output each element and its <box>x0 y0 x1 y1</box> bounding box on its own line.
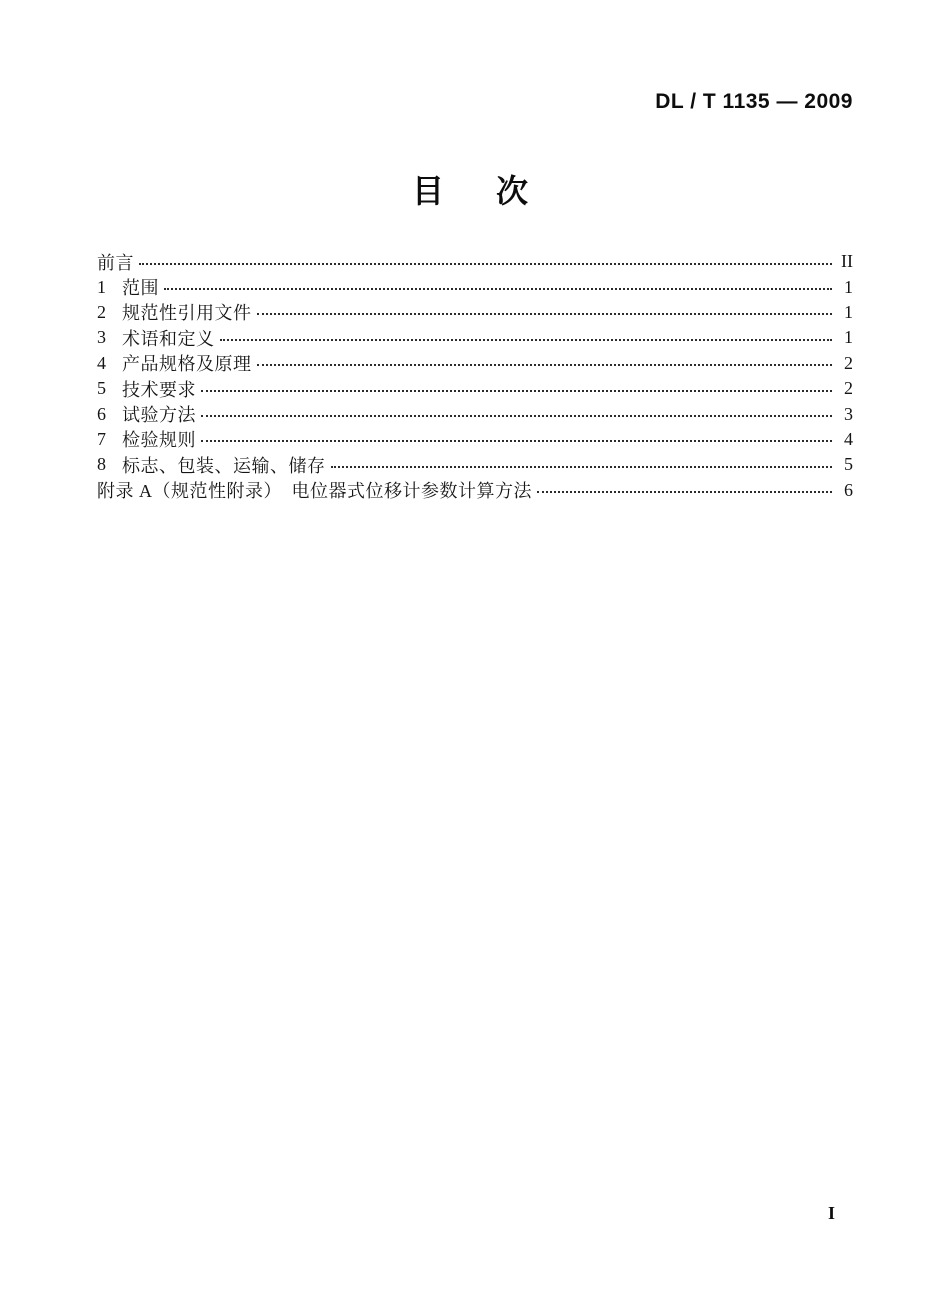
toc-entry <box>97 478 853 503</box>
toc-entry-number: 8 <box>97 454 106 475</box>
toc-entry-page: 5 <box>844 454 853 475</box>
toc-entry-page: 1 <box>844 276 853 297</box>
toc-entry-label: 前言 <box>97 252 134 273</box>
toc-entry-number: 2 <box>97 301 106 322</box>
toc-entry <box>97 376 853 401</box>
toc-entry-label: 产品规格及原理 <box>122 354 252 375</box>
toc-entry-page: 2 <box>844 378 853 399</box>
toc-entry <box>97 401 853 426</box>
dot-leader <box>257 313 833 315</box>
toc-entry <box>97 351 853 376</box>
toc-entry-label: 规范性引用文件 <box>122 303 252 324</box>
table-of-contents <box>97 249 853 503</box>
toc-entry-label: 检验规则 <box>122 430 196 451</box>
dot-leader <box>201 390 832 392</box>
toc-entry-number: 5 <box>97 378 106 399</box>
toc-entry-number: 3 <box>97 327 106 348</box>
toc-entry-number: 6 <box>97 403 106 424</box>
standard-number: DL / T 1135 — 2009 <box>655 90 853 113</box>
dot-leader <box>201 415 832 417</box>
toc-entry-page: 2 <box>844 352 853 373</box>
toc-entry-number: 4 <box>97 352 106 373</box>
toc-entry <box>97 300 853 325</box>
toc-entry <box>97 249 853 274</box>
toc-entry-page: 1 <box>844 327 853 348</box>
toc-entry <box>97 427 853 452</box>
toc-entry-page: II <box>841 251 853 272</box>
toc-entry <box>97 452 853 477</box>
toc-entry-label: 标志、包装、运输、储存 <box>122 455 326 476</box>
toc-entry-page: 3 <box>844 403 853 424</box>
dot-leader <box>537 491 832 493</box>
toc-entry-label: 附录 A（规范性附录） 电位器式位移计参数计算方法 <box>97 481 532 502</box>
dot-leader <box>201 440 832 442</box>
toc-entry-label: 技术要求 <box>122 379 196 400</box>
dot-leader <box>139 263 832 265</box>
dot-leader <box>220 339 833 341</box>
toc-entry-label: 范围 <box>122 278 159 299</box>
page-number: I <box>827 1203 835 1223</box>
toc-entry-number: 7 <box>97 428 106 449</box>
toc-entry-number: 1 <box>97 276 106 297</box>
toc-entry-page: 4 <box>844 428 853 449</box>
dot-leader <box>164 288 832 290</box>
page-title: 目 次 <box>411 173 538 209</box>
toc-entry-page: 6 <box>844 479 853 500</box>
dot-leader <box>331 466 833 468</box>
toc-entry <box>97 325 853 350</box>
toc-entry-label: 试验方法 <box>122 405 196 426</box>
toc-entry-label: 术语和定义 <box>122 328 215 349</box>
dot-leader <box>257 364 833 366</box>
toc-entry <box>97 274 853 299</box>
toc-entry-page: 1 <box>844 301 853 322</box>
